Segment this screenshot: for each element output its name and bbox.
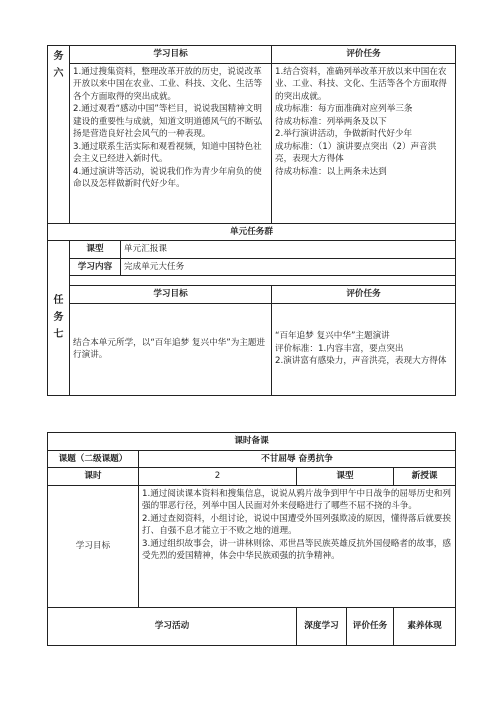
hours-label: 课时 bbox=[48, 468, 139, 486]
col-literacy: 素养体现 bbox=[394, 607, 456, 645]
lesson-goals-cell bbox=[139, 485, 456, 607]
task6-evals-cell bbox=[272, 63, 456, 223]
task6-goal: 1.通过搜集资料，整理改革开放的历史，说说改革开放以来中国在农业、工业、科技、文化、生活等各个方面取得的突出成就。 bbox=[73, 66, 263, 102]
goals-label: 学习目标 bbox=[48, 485, 139, 607]
task7-eval: 评价标准：1.内容丰富，要点突出 bbox=[275, 343, 404, 354]
task6-eval: 成功标准：每方面准确对应列举三条 bbox=[275, 104, 413, 114]
lesson-goal: 1.通过阅读课本资料和搜集信息，说说从鸦片战争到甲午中日战争的屈辱历史和列强的罪恶行径，列举中国人民面对外来侵略进行了哪些不屈不挠的斗争。 bbox=[142, 488, 451, 511]
lesson-goal: 2.通过查阅资料，小组讨论，说说中国遭受外国列强欺凌的原因，懂得落后就要挨打、自强不息才能立于不败之地的道理。 bbox=[142, 513, 451, 536]
task6-goal: 2.通过观看“感动中国”等栏目，说说我国精神文明建设的重要性与成就，知道文明道德风气的不断弘扬是营造良好社会风气的一种表现。 bbox=[73, 104, 263, 139]
lesson-plan-table bbox=[47, 432, 456, 646]
task6-goal-header: 学习目标 bbox=[70, 46, 272, 64]
task6-side-label: 务 六 bbox=[48, 46, 70, 224]
task7-goal: 结合本单元所学，以“百年追梦 复兴中华”为主题进行演讲。 bbox=[70, 303, 272, 395]
col-eval-task: 评价任务 bbox=[347, 607, 394, 645]
spacer-row bbox=[70, 276, 456, 286]
task7-eval-header: 评价任务 bbox=[272, 286, 456, 304]
unit-plan-table bbox=[47, 45, 456, 396]
task-group-header: 单元任务群 bbox=[48, 223, 456, 241]
task6-goal: 4.通过演讲等活动，说说我们作为青少年肩负的使命以及怎样做新时代好少年。 bbox=[73, 166, 262, 189]
task6-goals-cell bbox=[70, 63, 272, 223]
topic-value: 不甘屈辱 奋勇抗争 bbox=[139, 450, 456, 468]
type-label: 课型 bbox=[297, 468, 394, 486]
task6-eval: 2.举行演讲活动，争做新时代好少年 bbox=[275, 129, 413, 139]
task6-eval: 待成功标准：列举两条及以下 bbox=[275, 116, 387, 127]
topic-label: 课题（二级课题） bbox=[48, 450, 139, 468]
lesson-header: 课时备课 bbox=[48, 433, 456, 451]
task6-eval-header: 评价任务 bbox=[272, 46, 456, 64]
task7-side-label: 任 务 七 bbox=[48, 241, 70, 396]
task6-goal: 3.通过联系生活实际和观看视频，知道中国特色社会主义已经进入新时代。 bbox=[73, 141, 262, 164]
task7-goal-header: 学习目标 bbox=[70, 286, 272, 304]
task7-eval: “百年追梦 复兴中华”主题演讲 bbox=[275, 331, 390, 342]
col-activity: 学习活动 bbox=[48, 607, 297, 645]
type-value: 新授课 bbox=[394, 468, 456, 486]
hours-value: 2 bbox=[139, 468, 297, 486]
task7-eval: 2.演讲富有感染力，声音洪亮，表现大方得体 bbox=[275, 356, 447, 367]
content-value: 完成单元大任务 bbox=[121, 258, 456, 276]
content-label: 学习内容 bbox=[70, 258, 121, 276]
col-deep-learning: 深度学习 bbox=[297, 607, 347, 645]
task6-eval: 待成功标准：以上两条未达到 bbox=[275, 166, 387, 177]
task6-eval: 成功标准：（1）演讲要点突出（2）声音洪亮，表现大方得体 bbox=[275, 141, 437, 164]
course-type-value: 单元汇报课 bbox=[121, 241, 456, 259]
task6-eval: 1.结合资料，准确列举改革开放以来中国在农业、工业、科技、文化、生活等各个方面取得的突出成就。 bbox=[275, 66, 447, 102]
lesson-goal: 3.通过组织故事会，讲一讲林则徐、邓世昌等民族英雄反抗外国侵略者的故事，感受先烈的爱国精神，体会中华民族顽强的抗争精神。 bbox=[142, 538, 451, 561]
task7-evals-cell bbox=[272, 303, 456, 395]
course-type-label: 课型 bbox=[70, 241, 121, 259]
